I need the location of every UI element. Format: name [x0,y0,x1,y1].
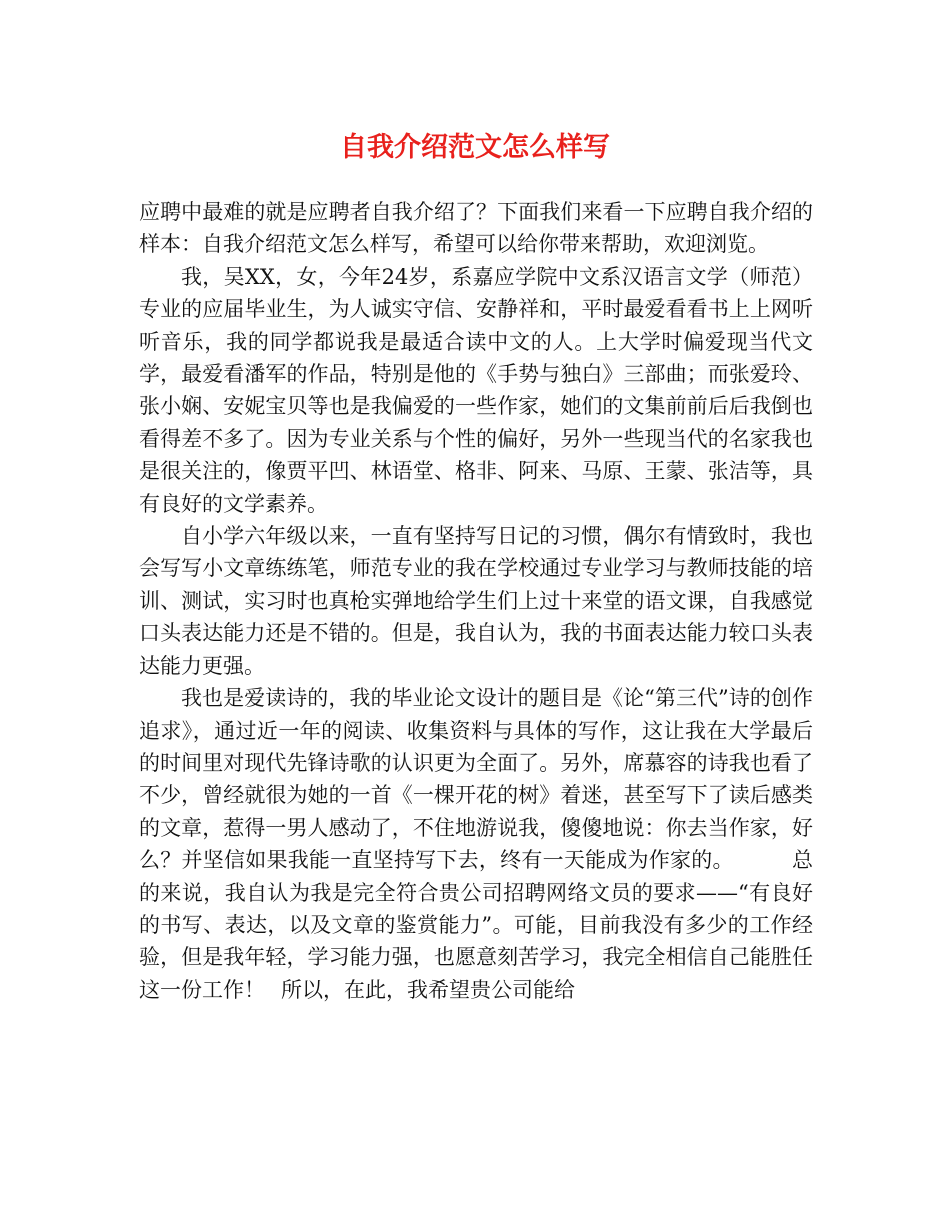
page-title: 自我介绍范文怎么样写 [340,132,610,163]
document-body [139,196,813,1006]
intro-paragraph: 应聘中最难的就是应聘者自我介绍了？下面我们来看一下应聘自我介绍的样本：自我介绍范文怎么样写，希望可以给你带来帮助，欢迎浏览。 [139,200,813,257]
paragraph-poetry [139,682,813,1006]
paragraph-self-intro: 我，吴XX，女，今年24岁，系嘉应学院中文系汉语言文学（师范）专业的应届毕业生，为人诚实守信、安静祥和，平时最爱看看书上上网听听音乐，我的同学都说我是最适合读中文的人。上大学时偏爱现当代文学，最爱看潘军的作品，特别是他的《手势与独白》三部曲；而张爱玲、张小娴、安妮宝贝等也是我偏爱的一些作家，她们的文集前前后后我倒也看得差不多了。因为专业关系与个性的偏好，另外一些现当代的名家我也是很关注的，像贾平凹、林语堂、格非、阿来、马原、王蒙、张洁等，具有良好的文学素养。 [139,264,813,516]
paragraph-summary: 总的来说，我自认为我是完全符合贵公司招聘网络文员的要求——“有良好的书写、表达，以及文章的鉴赏能力”。可能，目前我没有多少的工作经验，但是我年轻，学习能力强，也愿意刻苦学习，我完全相信自己能胜任这一份工作！ [139,848,814,1002]
paragraph-writing-habit: 自小学六年级以来，一直有坚持写日记的习惯，偶尔有情致时，我也会写写小文章练练笔，师范专业的我在学校通过专业学习与教师技能的培训、测试，实习时也真枪实弹地给学生们上过十来堂的语文课，自我感觉口头表达能力还是不错的。但是，我自认为，我的书面表达能力较口头表达能力更强。 [139,524,813,678]
paragraph-poetry-part1: 我也是爱读诗的，我的毕业论文设计的题目是《论“第三代”诗的创作追求》，通过近一年的阅读、收集资料与具体的写作，这让我在大学最后的时间里对现代先锋诗歌的认识更为全面了。另外，席慕容的诗我也看了不少，曾经就很为她的一首《一棵开花的树》着迷，甚至写下了读后感类的文章，惹得一男人感动了，不住地游说我，傻傻地说：你去当作家，好么？并坚信如果我能一直坚持写下去，终有一天能成为作家的。 [139,686,813,873]
paragraph-closing: 所以，在此，我希望贵公司能给 [281,977,575,1002]
